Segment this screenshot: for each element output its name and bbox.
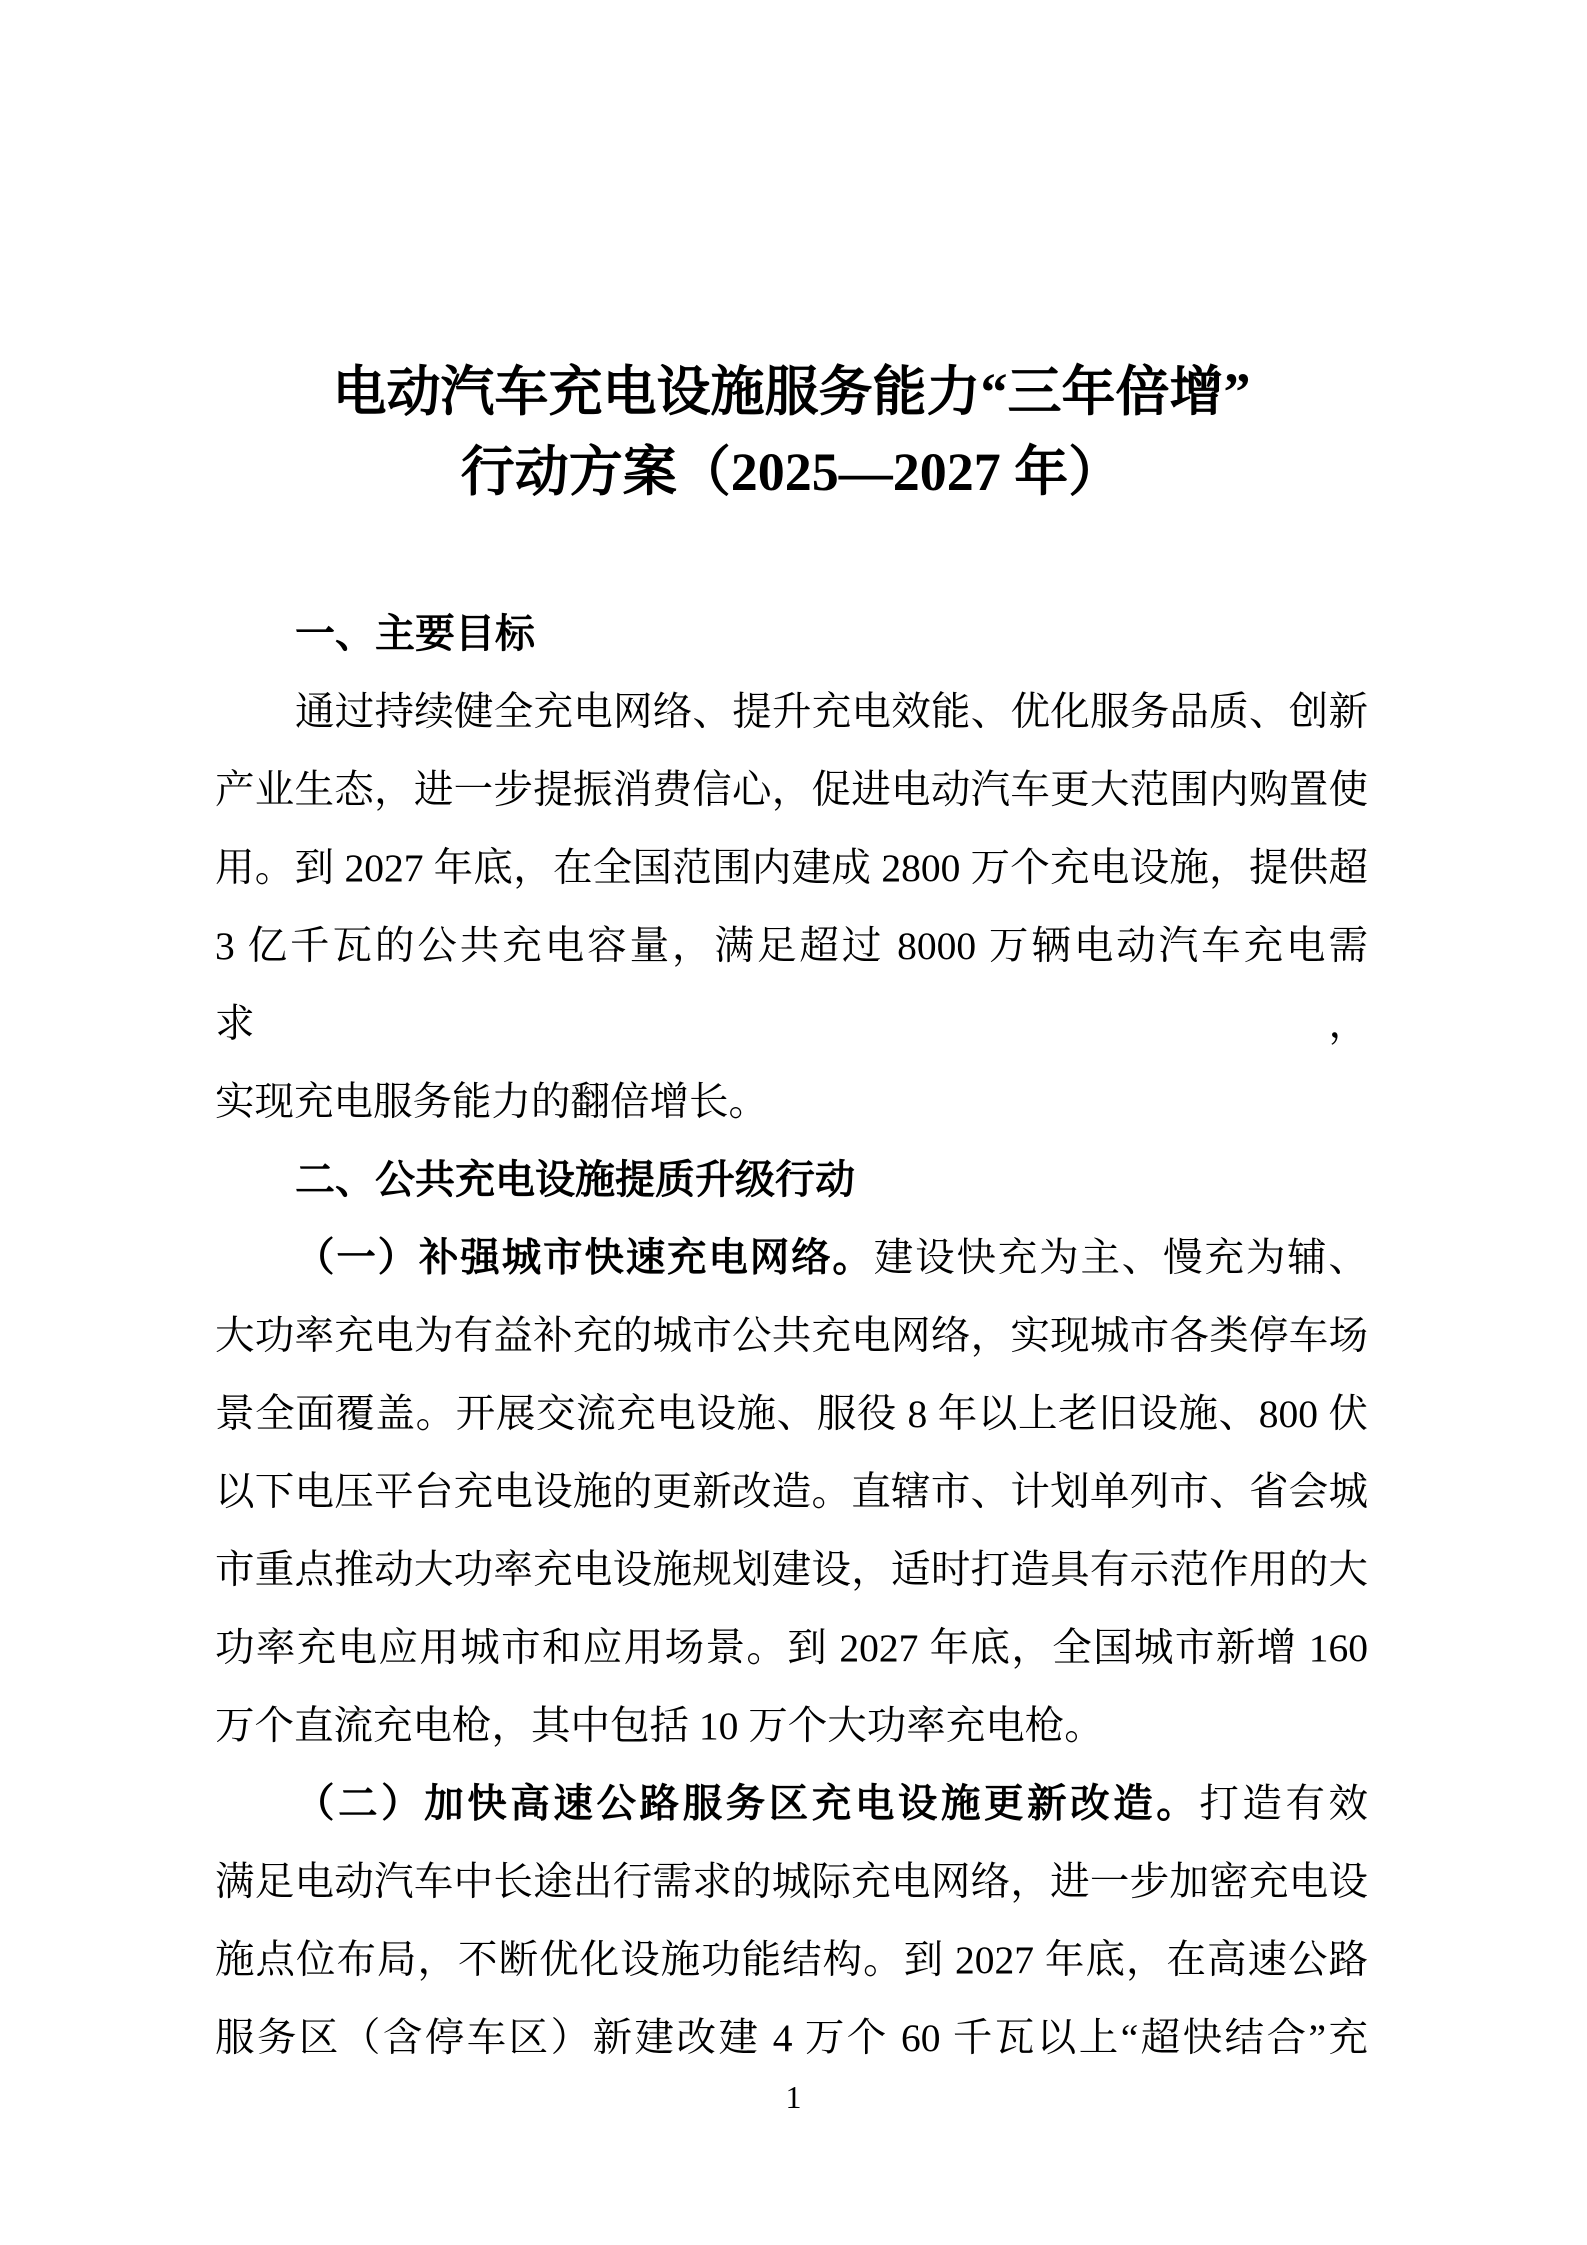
text-line bbox=[215, 1531, 1368, 1609]
text-run: 万个直流充电枪，其中包括 10 万个大功率充电枪。 bbox=[215, 1704, 1104, 1748]
section-heading: 一、主要目标 bbox=[295, 612, 535, 656]
text-run: 景全面覆盖。开展交流充电设施、服役 8 年以上老旧设施、800 伏 bbox=[215, 1392, 1368, 1436]
text-run: 建设快充为主、慢充为辅、 bbox=[873, 1236, 1369, 1280]
text-line bbox=[215, 1375, 1368, 1453]
text-line bbox=[215, 829, 1368, 907]
document-body bbox=[215, 595, 1368, 2077]
text-line bbox=[215, 1297, 1368, 1375]
text-line bbox=[215, 1687, 1368, 1765]
text-run: 功率充电应用城市和应用场景。到 2027 年底，全国城市新增 160 bbox=[215, 1626, 1368, 1670]
text-run-bold: （二）加快高速公路服务区充电设施更新改造。 bbox=[295, 1782, 1200, 1826]
text-run: 市重点推动大功率充电设施规划建设，适时打造具有示范作用的大 bbox=[215, 1548, 1368, 1592]
text-line bbox=[215, 907, 1368, 1063]
text-run: 用。到 2027 年底，在全国范围内建成 2800 万个充电设施，提供超 bbox=[215, 846, 1368, 890]
text-run: 通过持续健全充电网络、提升充电效能、优化服务品质、创新 bbox=[295, 690, 1368, 734]
text-line bbox=[215, 1765, 1368, 1843]
section-heading: 二、公共充电设施提质升级行动 bbox=[295, 1158, 855, 1202]
text-run: 实现充电服务能力的翻倍增长。 bbox=[215, 1080, 768, 1124]
text-run: 打造有效 bbox=[1199, 1782, 1368, 1826]
page-number: 1 bbox=[785, 2079, 802, 2115]
text-line bbox=[215, 1453, 1368, 1531]
text-line bbox=[215, 1921, 1368, 1999]
text-line bbox=[215, 1999, 1368, 2077]
title-line-1: 电动汽车充电设施服务能力“三年倍增” bbox=[332, 362, 1251, 422]
text-run: 施点位布局，不断优化设施功能结构。到 2027 年底，在高速公路 bbox=[215, 1938, 1368, 1982]
text-run: 大功率充电为有益补充的城市公共充电网络，实现城市各类停车场 bbox=[215, 1314, 1368, 1358]
text-line bbox=[215, 1219, 1368, 1297]
text-line bbox=[215, 1843, 1368, 1921]
text-line bbox=[215, 1063, 1368, 1141]
text-run-bold: （一）补强城市快速充电网络。 bbox=[295, 1236, 874, 1280]
text-line bbox=[215, 1609, 1368, 1687]
text-run: 产业生态，进一步提振消费信心，促进电动汽车更大范围内购置使 bbox=[215, 768, 1368, 812]
title-line-2: 行动方案（2025—2027 年） bbox=[460, 442, 1123, 502]
document-title bbox=[215, 352, 1368, 512]
text-run: 3 亿千瓦的公共充电容量，满足超过 8000 万辆电动汽车充电需求， bbox=[215, 924, 1368, 1046]
text-run: 服务区（含停车区）新建改建 4 万个 60 千瓦以上“超快结合”充 bbox=[215, 2016, 1368, 2060]
text-line bbox=[215, 673, 1368, 751]
text-run: 以下电压平台充电设施的更新改造。直辖市、计划单列市、省会城 bbox=[215, 1470, 1368, 1514]
text-run: 满足电动汽车中长途出行需求的城际充电网络，进一步加密充电设 bbox=[215, 1860, 1368, 1904]
text-line bbox=[215, 751, 1368, 829]
